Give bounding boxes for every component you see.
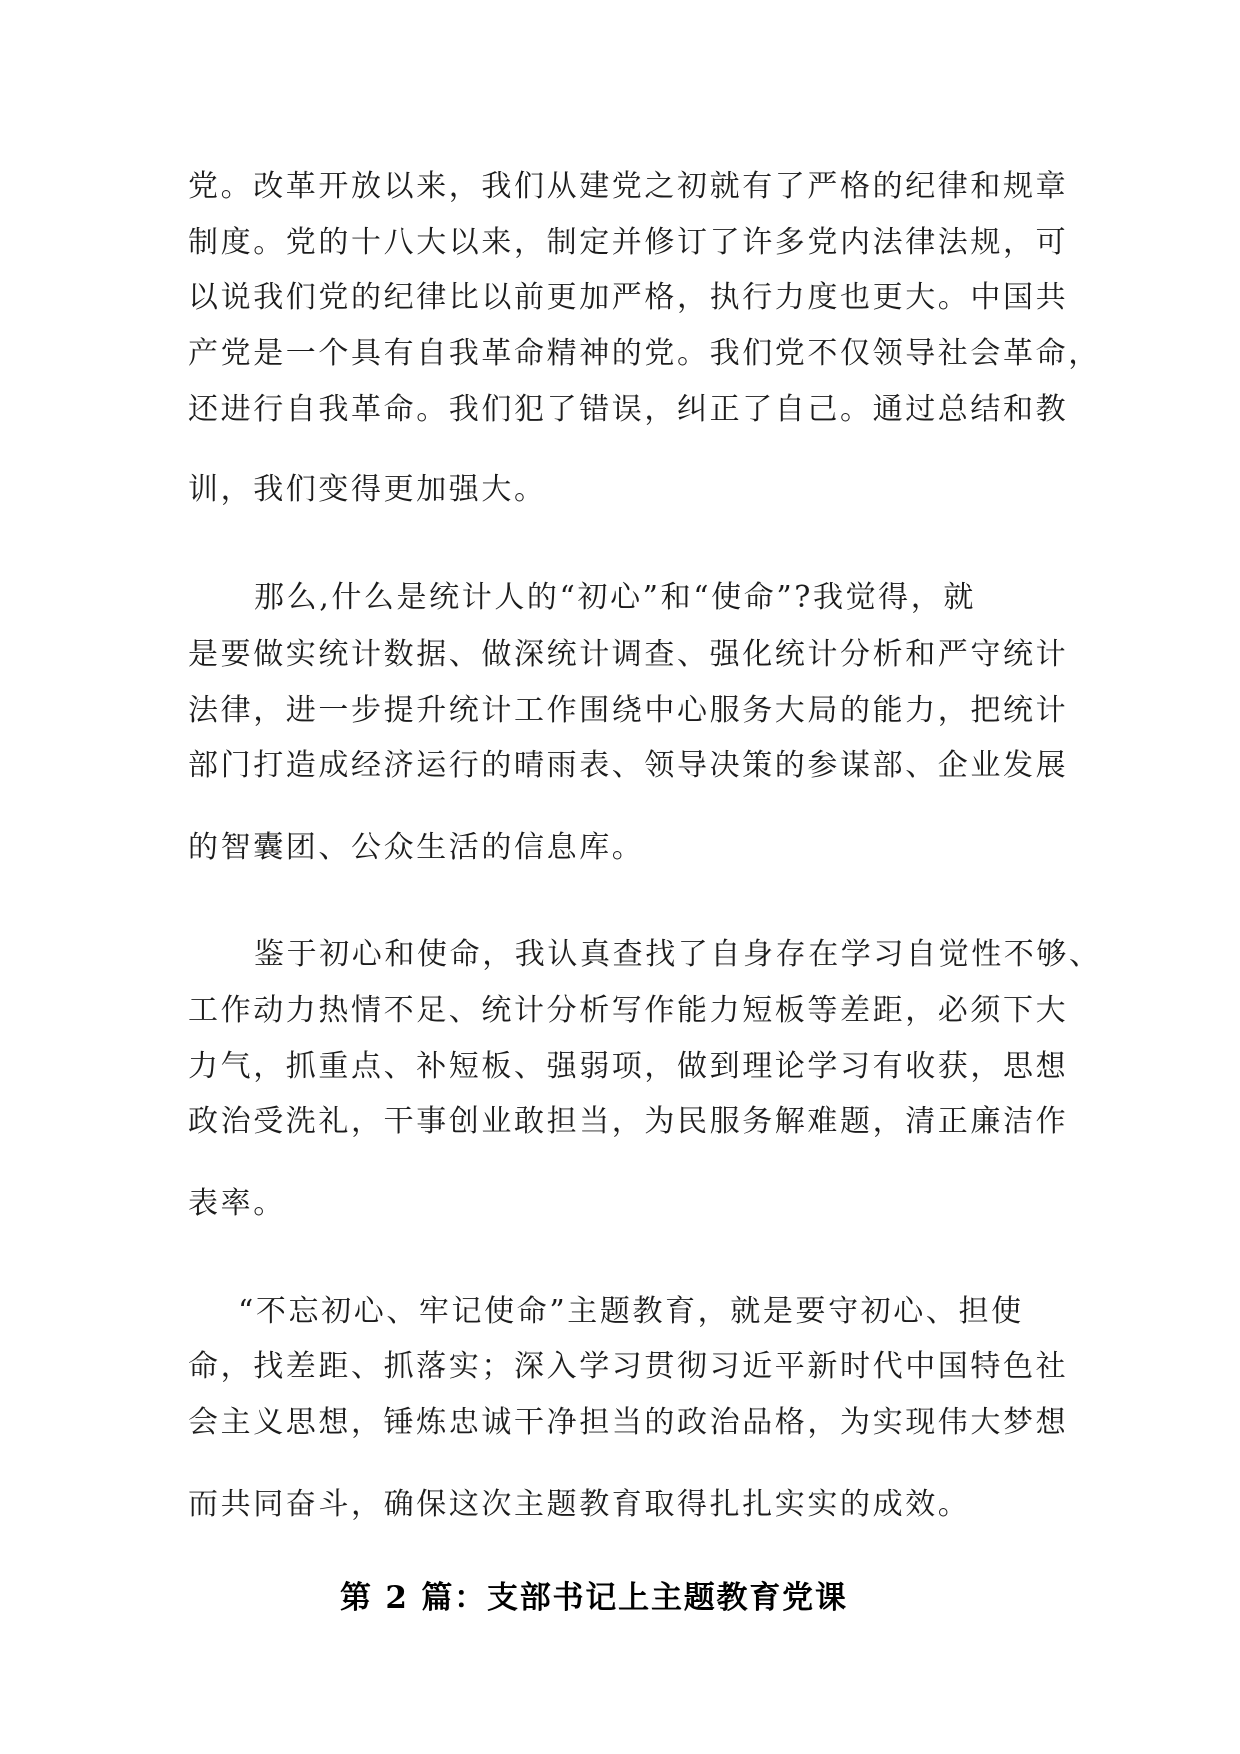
text-line: 是要做实统计数据、做深统计调查、强化统计分析和严守统计 (188, 637, 1069, 672)
text-line: 还进行自我革命。我们犯了错误，纠正了自己。通过总结和教 (188, 392, 1069, 427)
text-line: 而共同奋斗，确保这次主题教育取得扎扎实实的成效。 (188, 1487, 971, 1522)
section-heading: 第 2 篇：支部书记上主题教育党课 (340, 1580, 848, 1616)
text-line: “不忘初心、牢记使命”主题教育，就是要守初心、担使 (238, 1294, 1024, 1329)
text-line: 训，我们变得更加强大。 (188, 472, 547, 507)
text-line: 党。改革开放以来，我们从建党之初就有了严格的纪律和规章 (188, 169, 1069, 204)
text-line: 命，找差距、抓落实；深入学习贯彻习近平新时代中国特色社 (188, 1349, 1069, 1384)
text-line: 以说我们党的纪律比以前更加严格，执行力度也更大。中国共 (188, 280, 1069, 315)
text-line: 的智囊团、公众生活的信息库。 (188, 830, 645, 865)
text-line: 力气，抓重点、补短板、强弱项，做到理论学习有收获，思想 (188, 1049, 1069, 1084)
text-line: 部门打造成经济运行的晴雨表、领导决策的参谋部、企业发展 (188, 748, 1069, 783)
text-line: 法律，进一步提升统计工作围绕中心服务大局的能力，把统计 (188, 693, 1069, 728)
text-line: 工作动力热情不足、统计分析写作能力短板等差距，必须下大 (188, 993, 1069, 1028)
text-line: 政治受洗礼，干事创业敢担当，为民服务解难题，清正廉洁作 (188, 1104, 1069, 1139)
text-line: 产党是一个具有自我革命精神的党。我们党不仅领导社会革命， (188, 336, 1101, 371)
text-line: 表率。 (188, 1186, 286, 1221)
text-line: 制度。党的十八大以来，制定并修订了许多党内法律法规，可 (188, 225, 1069, 260)
text-line: 那么,什么是统计人的“初心”和“使命”?我觉得，就 (254, 580, 976, 615)
text-line: 鉴于初心和使命，我认真查找了自身存在学习自觉性不够、 (254, 937, 1102, 972)
text-line: 会主义思想，锤炼忠诚干净担当的政治品格，为实现伟大梦想 (188, 1405, 1069, 1440)
